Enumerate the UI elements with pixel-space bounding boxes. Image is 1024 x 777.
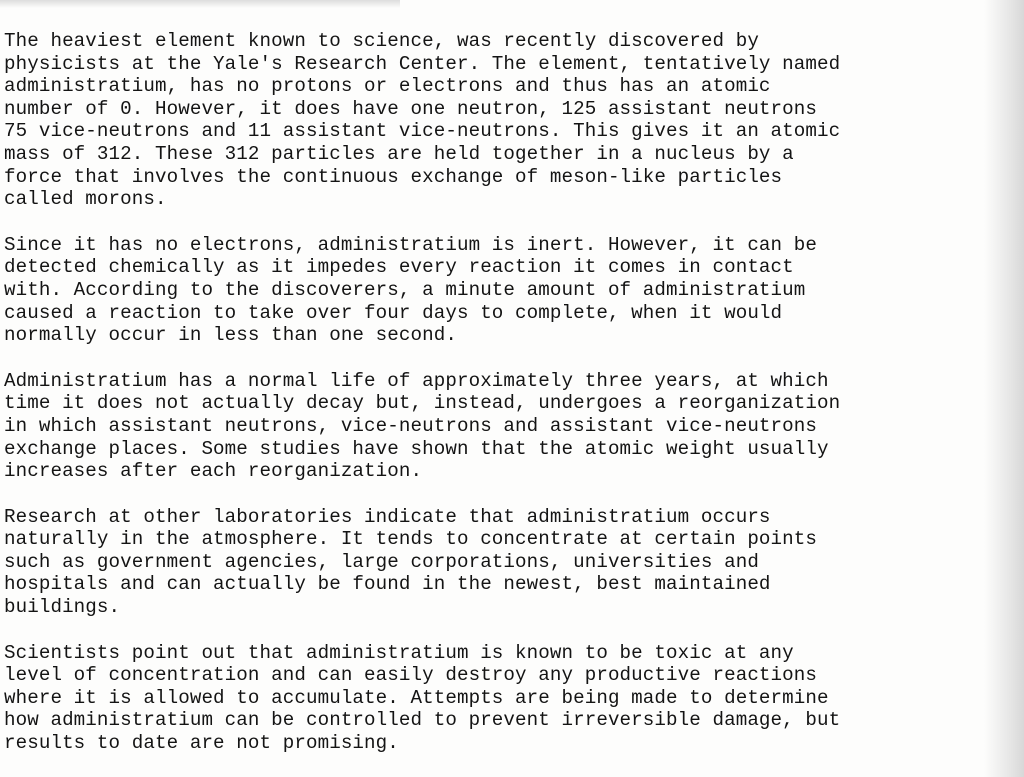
text-line: physicists at the Yale's Research Center. The element, tentatively named — [4, 52, 841, 75]
text-line: time it does not actually decay but, instead, undergoes a reorganization — [4, 392, 841, 415]
text-line: mass of 312. These 312 particles are held together in a nucleus by a — [4, 142, 794, 165]
text-line: naturally in the atmosphere. It tends to concentrate at certain points — [4, 528, 818, 551]
paragraph-occurrence — [4, 506, 1004, 619]
text-line: caused a reaction to take over four days to complete, when it would — [4, 301, 783, 324]
paragraph-toxicity — [4, 642, 1004, 755]
text-line: buildings. — [4, 596, 121, 619]
text-line: normally occur in less than one second. — [4, 324, 457, 347]
text-line: detected chemically as it impedes every reaction it comes in contact — [4, 256, 794, 279]
text-line: how administratium can be controlled to prevent irreversible damage, but — [4, 709, 841, 732]
text-line: increases after each reorganization. — [4, 460, 423, 483]
text-line: with. According to the discoverers, a minute amount of administratium — [4, 278, 806, 301]
text-line: results to date are not promising. — [4, 732, 399, 755]
text-line: exchange places. Some studies have shown that the atomic weight usually — [4, 437, 829, 460]
text-line: Research at other laboratories indicate that administratium occurs — [4, 505, 771, 528]
paragraph-inertness — [4, 234, 1004, 347]
scan-smudge — [0, 0, 400, 8]
text-line: where it is allowed to accumulate. Attempts are being made to determine — [4, 686, 829, 709]
text-line: administratium, has no protons or electrons and thus has an atomic — [4, 75, 771, 98]
paragraph-discovery — [4, 30, 1004, 211]
text-line: The heaviest element known to science, was recently discovered by — [4, 30, 759, 52]
paragraph-half-life — [4, 370, 1004, 483]
text-line: called morons. — [4, 188, 167, 211]
text-line: Scientists point out that administratium is known to be toxic at any — [4, 641, 794, 664]
text-line: in which assistant neutrons, vice-neutrons and assistant vice-neutrons — [4, 414, 818, 437]
text-line: 75 vice-neutrons and 11 assistant vice-neutrons. This gives it an atomic — [4, 120, 841, 143]
text-line: force that involves the continuous exchange of meson-like particles — [4, 165, 783, 188]
text-line: number of 0. However, it does have one neutron, 125 assistant neutrons — [4, 97, 818, 120]
text-line: Since it has no electrons, administratium is inert. However, it can be — [4, 233, 818, 256]
text-line: level of concentration and can easily destroy any productive reactions — [4, 664, 818, 687]
text-line: hospitals and can actually be found in the newest, best maintained — [4, 573, 771, 596]
text-line: such as government agencies, large corporations, universities and — [4, 550, 759, 573]
text-line: Administratium has a normal life of approximately three years, at which — [4, 369, 829, 392]
document-body — [4, 30, 1004, 777]
